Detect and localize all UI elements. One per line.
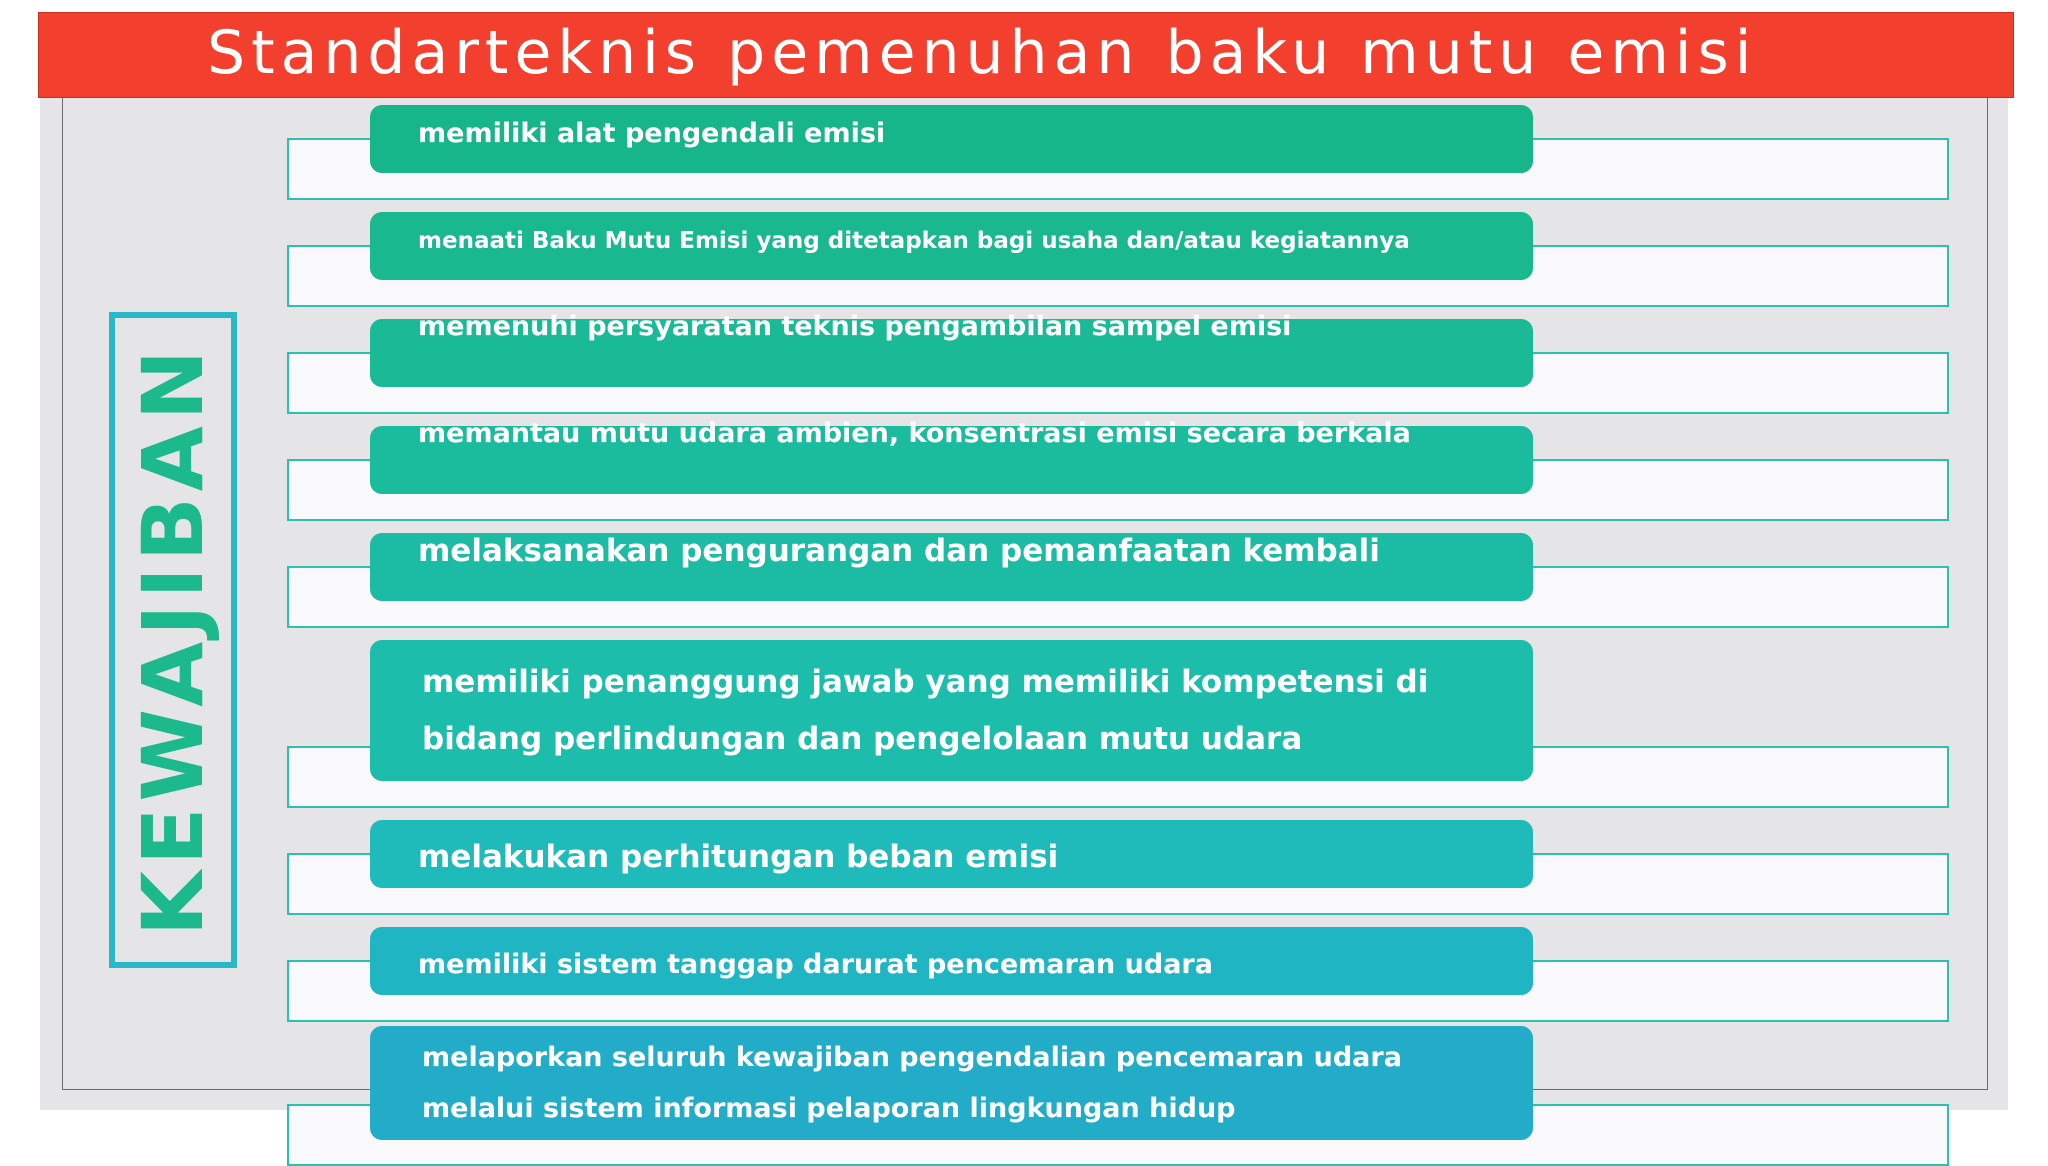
obligation-item-1 [370, 105, 1533, 173]
side-label-box [109, 312, 237, 968]
obligation-text-5: melaksanakan pengurangan dan pemanfaatan kembali [418, 533, 1380, 569]
obligation-item-8 [370, 927, 1533, 995]
obligation-item-5 [370, 533, 1533, 601]
title-bar [38, 12, 2014, 98]
side-label: KEWAJIBAN [124, 343, 222, 937]
obligation-text-6-line-2: bidang perlindungan dan pengelolaan mutu udara [422, 721, 1303, 757]
page-title: Standarteknis pemenuhan baku mutu emisi [207, 18, 1758, 88]
obligation-text-6-line-1: memiliki penanggung jawab yang memiliki kompetensi di [422, 664, 1429, 700]
obligation-item-3 [370, 311, 1533, 387]
obligation-item-7 [370, 820, 1533, 888]
obligation-item-4 [370, 418, 1533, 494]
obligation-text-7: melakukan perhitungan beban emisi [418, 839, 1059, 875]
obligation-text-4: memantau mutu udara ambien, konsentrasi emisi secara berkala [418, 418, 1411, 449]
obligation-item-2 [370, 212, 1533, 280]
obligation-text-3: memenuhi persyaratan teknis pengambilan sampel emisi [418, 311, 1292, 342]
obligation-text-9-line-2: melalui sistem informasi pelaporan lingkungan hidup [422, 1093, 1236, 1124]
obligation-text-2: menaati Baku Mutu Emisi yang ditetapkan bagi usaha dan/atau kegiatannya [418, 228, 1410, 254]
obligation-text-1: memiliki alat pengendali emisi [418, 118, 886, 149]
obligation-item-9 [370, 1026, 1533, 1140]
obligation-text-8: memiliki sistem tanggap darurat pencemaran udara [418, 949, 1213, 980]
obligation-item-6 [370, 640, 1533, 781]
obligation-text-9-line-1: melaporkan seluruh kewajiban pengendalian pencemaran udara [422, 1042, 1402, 1073]
